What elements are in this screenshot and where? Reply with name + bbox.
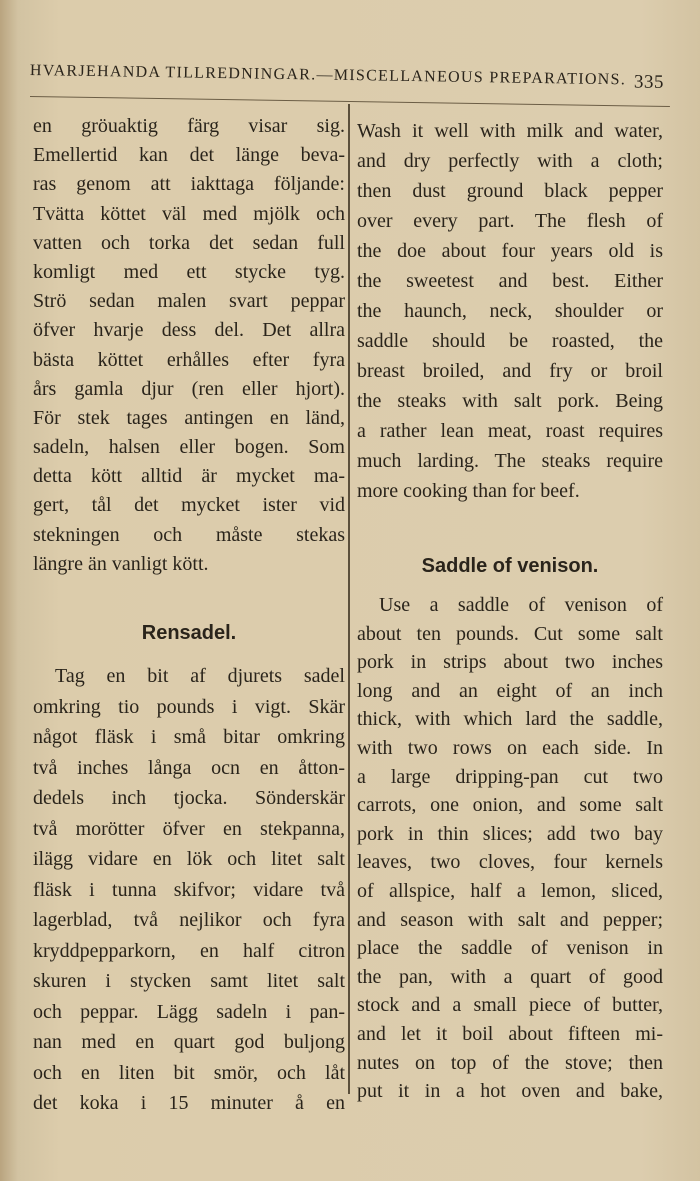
swedish-section-title: Rensadel. — [141, 622, 237, 644]
text-line: place the saddle of venison in — [357, 937, 663, 960]
text-line: det koka i 15 minuter å en — [33, 1092, 345, 1114]
text-line: over every part. The flesh of — [357, 210, 663, 232]
text-line: pork in thin slices; add two bay — [357, 822, 663, 845]
text-line: breast broiled, and fry or broil — [357, 360, 663, 382]
text-line: the pan, with a quart of good — [357, 965, 663, 988]
text-line: års gamla djur (ren eller hjort). — [33, 377, 345, 400]
text-line: nan med en quart god buljong — [33, 1031, 345, 1053]
text-line: a large dripping-pan cut two — [357, 765, 663, 788]
text-line: of allspice, half a lemon, sliced, — [357, 879, 663, 902]
english-recipe-text — [357, 591, 663, 1106]
text-line: öfver hvarje dess del. Det allra — [33, 319, 345, 342]
text-line: leaves, two cloves, four kernels — [357, 851, 663, 874]
text-line: ras genom att iakttaga följande: — [33, 173, 345, 196]
text-line: Tvätta köttet väl med mjölk och — [33, 202, 345, 225]
text-line: Use a saddle of venison of — [379, 594, 663, 616]
text-line: pork in strips about two inches — [357, 651, 663, 674]
text-line: fläsk i tunna skifvor; vidare två — [33, 878, 345, 901]
swedish-recipe-text — [33, 661, 345, 1119]
text-line: skuren i stycken samt litet salt — [33, 970, 345, 992]
text-line: För stek tages antingen en länd, — [33, 406, 345, 429]
text-line: and season with salt and pepper; — [357, 908, 663, 931]
text-line: about ten pounds. Cut some salt — [357, 622, 663, 645]
text-line: the sweetest and best. Either — [357, 270, 663, 292]
text-line: kryddpepparkorn, en half citron — [33, 939, 345, 962]
text-line: ilägg vidare en lök och litet salt — [33, 848, 345, 870]
text-line: och en liten bit smör, och låt — [33, 1061, 345, 1084]
text-line: the doe about four years old is — [357, 240, 663, 262]
text-line: then dust ground black pepper — [357, 180, 663, 202]
text-line: omkring tio pounds i vigt. Skär — [33, 695, 345, 718]
text-line: put it in a hot oven and bake, — [357, 1080, 663, 1103]
text-line: en gröuaktig färg visar sig. — [33, 115, 345, 137]
text-line: något fläsk i små bitar omkring — [33, 726, 345, 748]
text-line: carrots, one onion, and some salt — [357, 794, 663, 817]
text-line: gert, tål det mycket ister vid — [33, 494, 345, 517]
text-line: and let it boil about fifteen mi- — [357, 1022, 663, 1045]
text-line: a rather lean meat, roast requires — [357, 420, 663, 442]
text-line: och peppar. Lägg sadeln i pan- — [33, 1000, 345, 1023]
text-line: with two rows on each side. In — [357, 736, 663, 759]
text-line: bästa köttet erhålles efter fyra — [33, 348, 345, 371]
text-line: nutes on top of the stove; then — [357, 1051, 663, 1074]
page-number: 335 — [633, 71, 665, 93]
text-line: dedels inch tjocka. Sönderskär — [33, 787, 345, 809]
text-line: long and an eight of an inch — [357, 679, 663, 702]
column-divider — [348, 104, 350, 1094]
english-column — [357, 116, 663, 1106]
text-line: detta kött alltid är mycket ma- — [33, 465, 345, 488]
text-line: lagerblad, två nejlikor och fyra — [33, 909, 345, 931]
text-line: stock and a small piece of butter, — [357, 994, 663, 1017]
text-line: två morötter öfver en stekpanna, — [33, 817, 345, 840]
text-line: stekningen och måste stekas — [33, 523, 345, 546]
text-line: längre än vanligt kött. — [33, 552, 209, 575]
swedish-intro-text — [33, 112, 345, 579]
english-intro-text — [357, 116, 663, 506]
text-line: saddle should be roasted, the — [357, 330, 663, 352]
text-line: Strö sedan malen svart peppar — [33, 290, 345, 313]
text-line: more cooking than for beef. — [357, 480, 580, 502]
text-line: and dry perfectly with a cloth; — [357, 150, 663, 172]
text-line: komligt med ett stycke tyg. — [33, 260, 345, 283]
text-line: Tag en bit af djurets sadel — [55, 665, 345, 687]
text-line: Emellertid kan det länge beva- — [33, 144, 345, 167]
text-line: thick, with which lard the saddle, — [357, 708, 663, 731]
header-rule — [30, 96, 670, 107]
text-line: the steaks with salt pork. Being — [357, 390, 663, 412]
running-header — [29, 62, 670, 93]
header-title: HVARJEHANDA TILLREDNINGAR.—MISCELLANEOUS PREPARATIONS. — [29, 62, 627, 89]
text-line: vatten och torka det sedan full — [33, 231, 345, 254]
text-line: sadeln, halsen eller bogen. Som — [33, 436, 345, 459]
text-line: Wash it well with milk and water, — [357, 120, 663, 142]
text-line: två inches långa ocn en åtton- — [33, 756, 345, 779]
text-line: the haunch, neck, shoulder or — [357, 300, 663, 322]
english-section-title: Saddle of venison. — [421, 555, 599, 577]
text-line: much larding. The steaks require — [357, 450, 663, 472]
swedish-column — [33, 112, 345, 1119]
